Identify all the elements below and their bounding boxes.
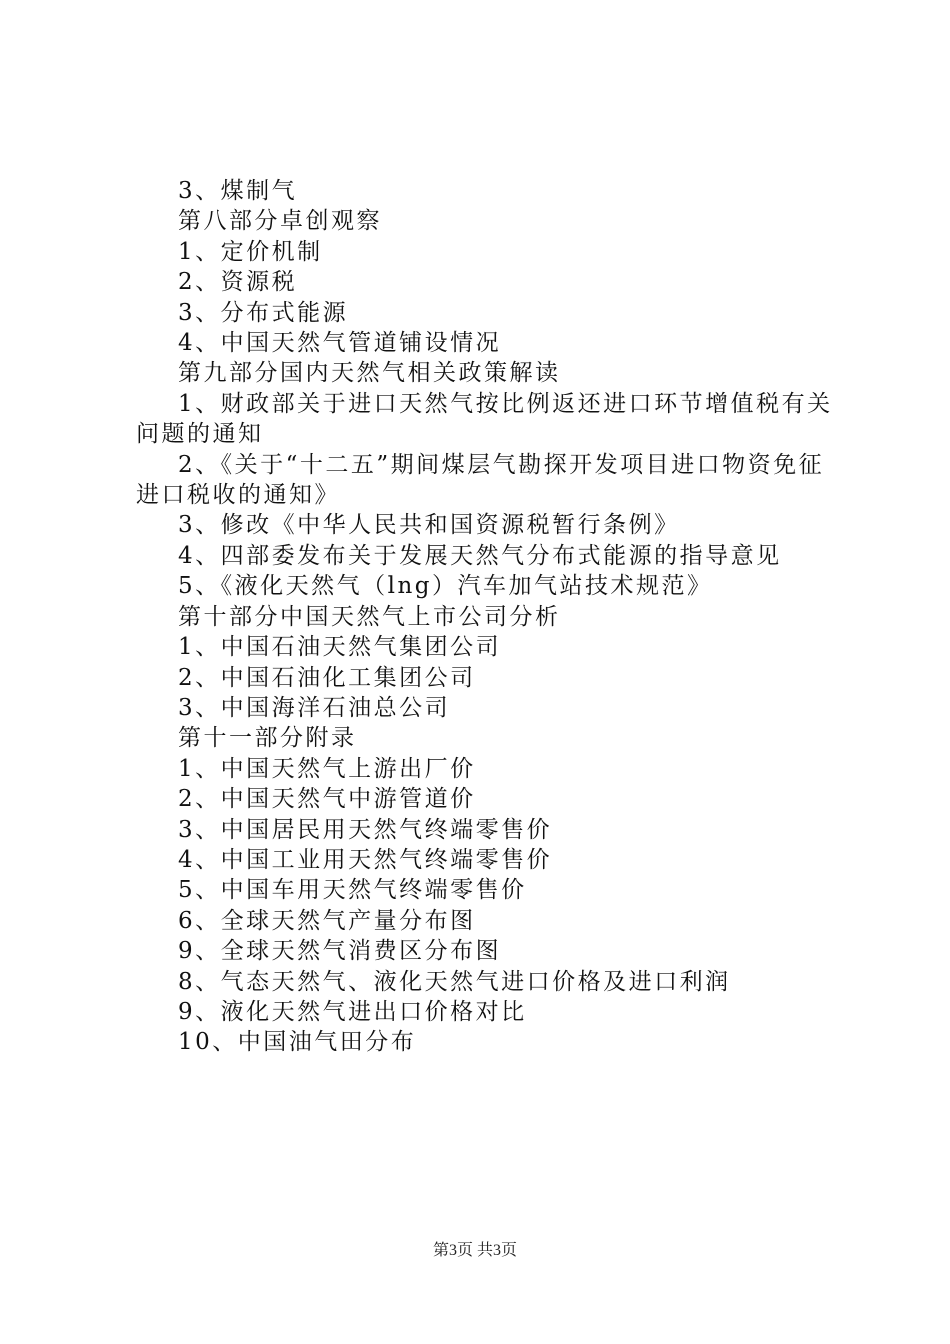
list-item: 2、中国天然气中游管道价 <box>178 786 476 813</box>
section-heading: 第八部分卓创观察 <box>178 208 382 235</box>
list-item: 4、中国天然气管道铺设情况 <box>178 330 502 357</box>
list-item: 2、中国石油化工集团公司 <box>178 664 476 691</box>
list-item: 6、全球天然气产量分布图 <box>178 907 476 934</box>
list-item: 9、液化天然气进出口价格对比 <box>178 998 527 1025</box>
list-item: 8、气态天然气、液化天然气进口价格及进口利润 <box>178 968 731 995</box>
list-item: 3、分布式能源 <box>178 299 349 326</box>
list-item: 3、修改《中华人民共和国资源税暂行条例》 <box>178 512 680 539</box>
list-item: 1、中国石油天然气集团公司 <box>178 634 502 661</box>
list-item: 1、中国天然气上游出厂价 <box>178 755 476 782</box>
list-item: 9、全球天然气消费区分布图 <box>178 938 502 965</box>
list-item: 4、中国工业用天然气终端零售价 <box>178 846 553 873</box>
list-item: 4、四部委发布关于发展天然气分布式能源的指导意见 <box>178 542 782 569</box>
list-item: 3、中国居民用天然气终端零售价 <box>178 816 553 843</box>
list-item: 10、中国油气田分布 <box>178 1029 417 1056</box>
list-item: 5、中国车用天然气终端零售价 <box>178 877 527 904</box>
document-body <box>136 176 836 1058</box>
list-item: 5、《液化天然气（lng）汽车加气站技术规范》 <box>178 573 713 600</box>
section-heading: 第十一部分附录 <box>178 725 357 752</box>
page-number-footer: 第3页 共3页 <box>432 1242 517 1259</box>
list-item: 2、《关于“十二五”期间煤层气勘探开发项目进口物资免征进口税收的通知》 <box>136 451 825 509</box>
section-heading: 第九部分国内天然气相关政策解读 <box>178 360 561 387</box>
list-item: 1、定价机制 <box>178 238 323 265</box>
list-item: 1、财政部关于进口天然气按比例返还进口环节增值税有关问题的通知 <box>136 390 833 448</box>
list-item: 2、资源税 <box>178 269 298 296</box>
list-item: 3、煤制气 <box>178 178 298 204</box>
list-item: 3、中国海洋石油总公司 <box>178 694 451 721</box>
section-heading: 第十部分中国天然气上市公司分析 <box>178 603 561 630</box>
